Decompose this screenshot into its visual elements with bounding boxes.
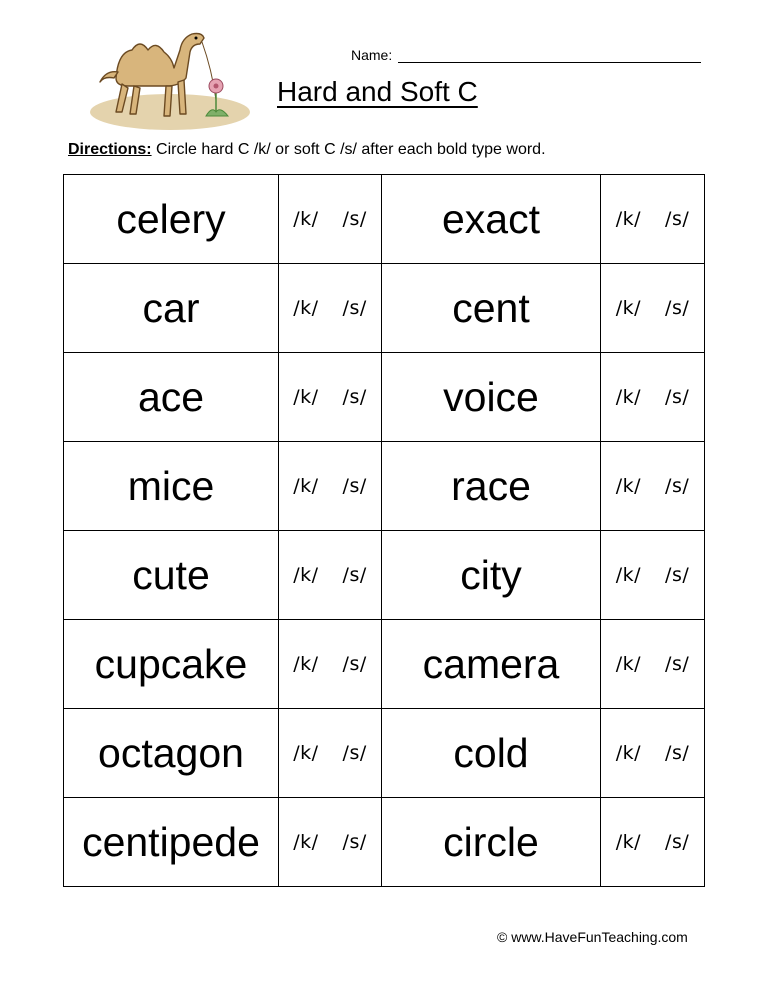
choice-cell [279,620,382,709]
choice-cell [601,531,705,620]
name-field[interactable] [351,46,701,63]
soft-c-option[interactable]: /s/ [342,742,367,764]
word-cell: circle [382,798,601,887]
table-row [64,620,705,709]
hard-c-option[interactable]: /k/ [615,386,642,408]
soft-c-option[interactable]: /s/ [342,653,367,675]
table-row [64,264,705,353]
word-cell: cupcake [64,620,279,709]
word-cell: octagon [64,709,279,798]
hard-c-option[interactable]: /k/ [293,475,319,497]
choice-cell [279,442,382,531]
directions-label: Directions: [68,141,152,158]
choice-cell [601,709,705,798]
footer-copyright: © www.HaveFunTeaching.com [497,929,688,945]
hard-c-option[interactable]: /k/ [293,653,319,675]
hard-c-option[interactable]: /k/ [293,297,319,319]
hard-c-option[interactable]: /k/ [293,208,319,230]
soft-c-option[interactable]: /s/ [665,564,690,586]
table-row [64,175,705,264]
hard-c-option[interactable]: /k/ [293,831,319,853]
hard-c-option[interactable]: /k/ [615,742,642,764]
directions-text: Circle hard C /k/ or soft C /s/ after each bold type word. [151,141,546,158]
table-row [64,709,705,798]
word-cell: ace [64,353,279,442]
soft-c-option[interactable]: /s/ [342,564,367,586]
hard-c-option[interactable]: /k/ [293,564,319,586]
choice-cell [279,798,382,887]
hard-c-option[interactable]: /k/ [615,831,642,853]
choice-cell [601,175,705,264]
soft-c-option[interactable]: /s/ [665,742,690,764]
choice-cell [279,709,382,798]
soft-c-option[interactable]: /s/ [665,208,690,230]
soft-c-option[interactable]: /s/ [342,208,367,230]
choice-cell [601,798,705,887]
word-cell: voice [382,353,601,442]
word-cell: mice [64,442,279,531]
word-cell: exact [382,175,601,264]
camel-illustration [88,20,250,132]
soft-c-option[interactable]: /s/ [665,475,690,497]
hard-c-option[interactable]: /k/ [615,653,642,675]
table-row [64,442,705,531]
table-row [64,353,705,442]
soft-c-option[interactable]: /s/ [342,386,367,408]
word-cell: camera [382,620,601,709]
soft-c-option[interactable]: /s/ [342,475,367,497]
soft-c-option[interactable]: /s/ [342,831,367,853]
worksheet-table [63,174,705,887]
word-cell: cent [382,264,601,353]
soft-c-option[interactable]: /s/ [665,297,690,319]
page-title: Hard and Soft C [277,76,478,107]
word-cell: car [64,264,279,353]
table-row [64,798,705,887]
name-label: Name: [351,47,393,63]
soft-c-option[interactable]: /s/ [665,831,690,853]
word-cell: city [382,531,601,620]
hard-c-option[interactable]: /k/ [615,208,642,230]
choice-cell [601,620,705,709]
hard-c-option[interactable]: /k/ [615,475,642,497]
soft-c-option[interactable]: /s/ [342,297,367,319]
word-cell: race [382,442,601,531]
hard-c-option[interactable]: /k/ [615,297,642,319]
word-cell: centipede [64,798,279,887]
choice-cell [279,353,382,442]
hard-c-option[interactable]: /k/ [293,386,319,408]
word-cell: cute [64,531,279,620]
word-cell: cold [382,709,601,798]
hard-c-option[interactable]: /k/ [615,564,642,586]
soft-c-option[interactable]: /s/ [665,386,690,408]
choice-cell [601,353,705,442]
word-cell: celery [64,175,279,264]
choice-cell [279,175,382,264]
directions [68,141,546,159]
choice-cell [601,264,705,353]
choice-cell [279,264,382,353]
soft-c-option[interactable]: /s/ [665,653,690,675]
choice-cell [601,442,705,531]
hard-c-option[interactable]: /k/ [293,742,319,764]
name-line[interactable] [398,46,701,63]
table-row [64,531,705,620]
choice-cell [279,531,382,620]
